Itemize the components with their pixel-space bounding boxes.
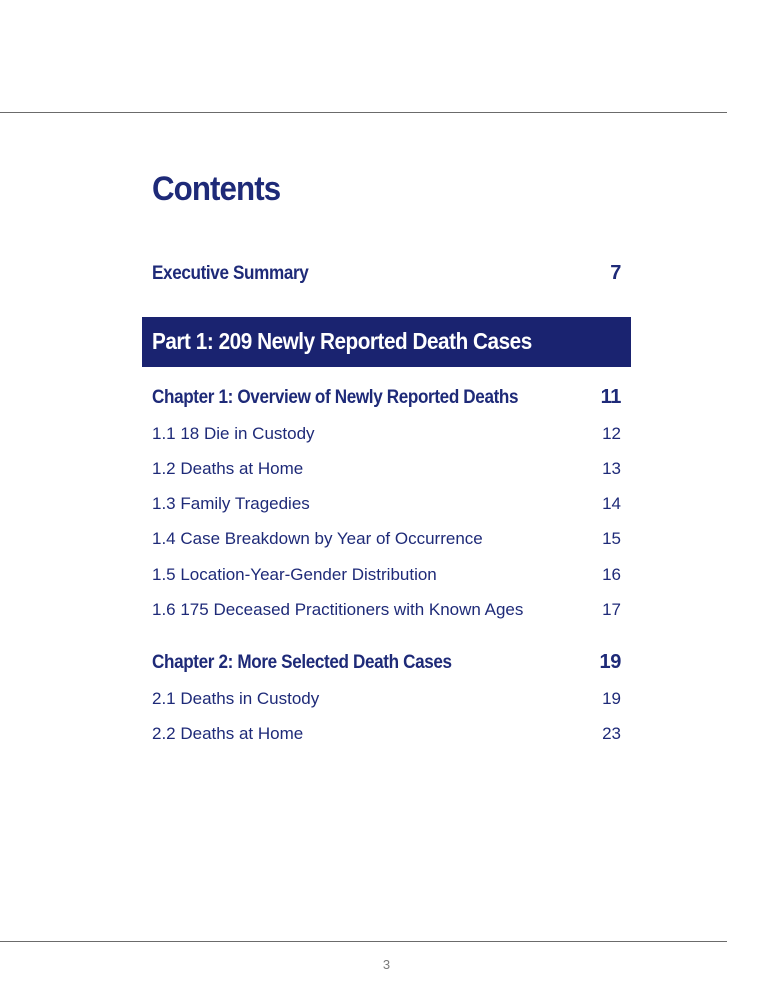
page-title: Contents: [152, 170, 281, 208]
toc-entry-section-2-1[interactable]: [152, 689, 621, 709]
toc-entry-label: 1.2 Deaths at Home: [152, 459, 304, 478]
toc-entry-page: 14: [602, 494, 621, 513]
toc-entry-label: Executive Summary: [152, 263, 309, 284]
toc-entry-label: 1.6 175 Deceased Practitioners with Known Ages: [152, 600, 524, 619]
toc-entry-section-2-2[interactable]: [152, 724, 621, 744]
part-label: Part 1: 209 Newly Reported Death Cases: [152, 328, 532, 354]
toc-entry-page: 12: [602, 424, 621, 443]
toc-entry-page: 19: [599, 651, 621, 673]
toc-entry-section-1-5[interactable]: [152, 565, 621, 585]
toc-entry-page: 15: [602, 529, 621, 548]
toc-entry-section-1-1[interactable]: [152, 424, 621, 444]
toc-entry-page: 19: [602, 689, 621, 708]
toc-entry-section-1-4[interactable]: [152, 529, 621, 549]
toc-entry-page: 17: [602, 600, 621, 619]
toc-entry-label: 2.2 Deaths at Home: [152, 724, 304, 743]
toc-entry-section-1-3[interactable]: [152, 494, 621, 514]
toc-entry-chapter-2[interactable]: [152, 651, 621, 674]
toc-entry-label: 1.5 Location-Year-Gender Distribution: [152, 565, 437, 584]
part-banner[interactable]: [142, 317, 631, 367]
page-number: 3: [382, 957, 391, 972]
toc-entry-label: 1.3 Family Tragedies: [152, 494, 310, 513]
bottom-rule: [0, 941, 727, 942]
toc-entry-page: 13: [602, 459, 621, 478]
toc-entry-executive-summary[interactable]: [152, 262, 621, 285]
toc-entry-page: 7: [610, 262, 621, 284]
top-rule: [0, 112, 727, 113]
toc-entry-label: Chapter 2: More Selected Death Cases: [152, 652, 452, 673]
toc-entry-label: 2.1 Deaths in Custody: [152, 689, 320, 708]
toc-entry-label: Chapter 1: Overview of Newly Reported Deaths: [152, 387, 519, 408]
toc-entry-section-1-2[interactable]: [152, 459, 621, 479]
toc-entry-label: 1.1 18 Die in Custody: [152, 424, 315, 443]
toc-entry-page: 23: [602, 724, 621, 743]
toc-entry-page: 11: [600, 386, 621, 408]
toc-entry-section-1-6[interactable]: [152, 600, 621, 620]
toc-entry-page: 16: [602, 565, 621, 584]
toc-entry-chapter-1[interactable]: [152, 386, 621, 409]
toc-entry-label: 1.4 Case Breakdown by Year of Occurrence: [152, 529, 483, 548]
